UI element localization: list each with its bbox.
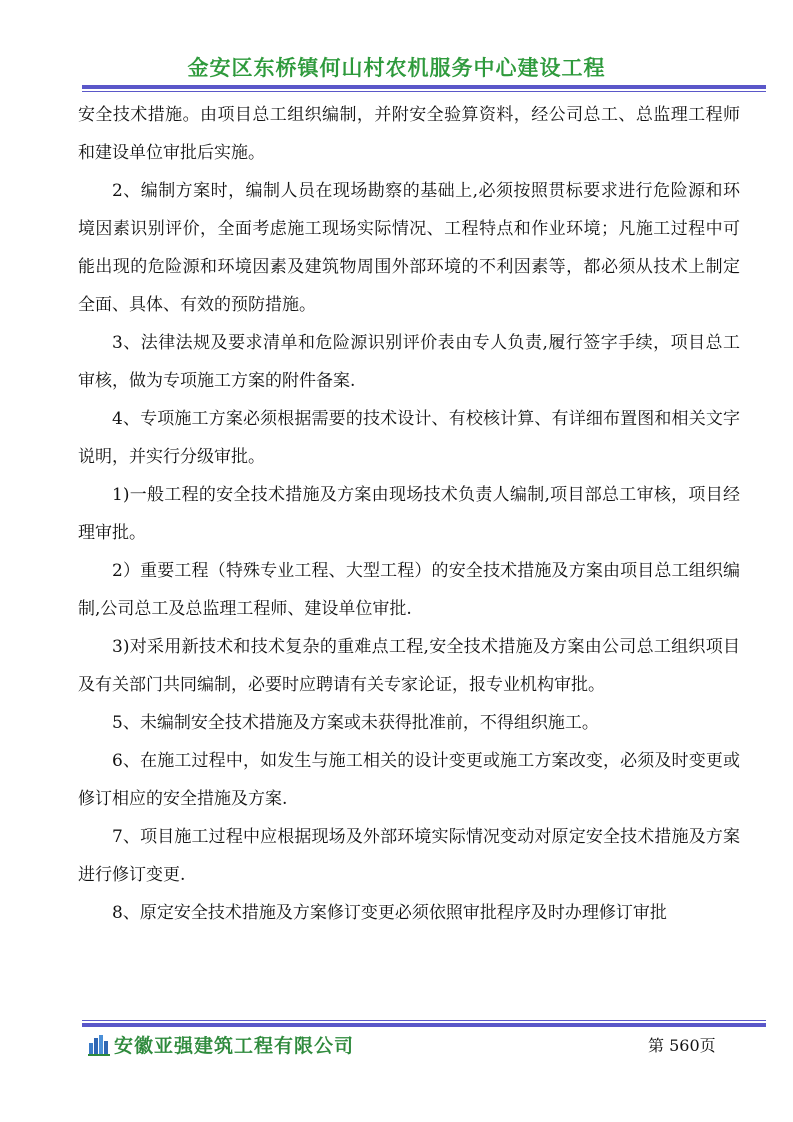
paragraph: 3、法律法规及要求清单和危险源识别评价表由专人负责,履行签字手续，项目总工审核，做为专项施工方案的附件备案. xyxy=(78,333,740,391)
paragraph: 6、在施工过程中，如发生与施工相关的设计变更或施工方案改变，必须及时变更或修订相应的安全措施及方案. xyxy=(78,751,740,809)
paragraph: 2、编制方案时，编制人员在现场勘察的基础上,必须按照贯标要求进行危险源和环境因素识别评价，全面考虑施工现场实际情况、工程特点和作业环境；凡施工过程中可能出现的危险源和环境因素及建筑物周围外部环境的不利因素等，都必须从技术上制定全面、具体、有效的预防措施。 xyxy=(78,181,740,315)
company-name: 安徽亚强建筑工程有限公司 xyxy=(114,1035,355,1057)
footer-company xyxy=(88,1031,354,1058)
paragraph: 4、专项施工方案必须根据需要的技术设计、有校核计算、有详细布置图和相关文字说明，并实行分级审批。 xyxy=(78,409,740,467)
footer-rule xyxy=(82,1020,766,1027)
paragraph: 5、未编制安全技术措施及方案或未获得批准前，不得组织施工。 xyxy=(112,713,599,733)
paragraph: 2）重要工程（特殊专业工程、大型工程）的安全技术措施及方案由项目总工组织编制,公司总工及总监理工程师、建设单位审批. xyxy=(78,561,740,619)
page-header-title: 金安区东桥镇何山村农机服务中心建设工程 xyxy=(187,56,606,80)
document-body xyxy=(78,96,740,932)
paragraph: 7、项目施工过程中应根据现场及外部环境实际情况变动对原定安全技术措施及方案进行修订变更. xyxy=(78,827,740,885)
paragraph: 1)一般工程的安全技术措施及方案由现场技术负责人编制,项目部总工审核，项目经理审批。 xyxy=(78,485,740,543)
building-logo-icon xyxy=(88,1034,110,1056)
paragraph: 3)对采用新技术和技术复杂的重难点工程,安全技术措施及方案由公司总工组织项目及有关部门共同编制，必要时应聘请有关专家论证，报专业机构审批。 xyxy=(78,637,740,695)
header-rule xyxy=(82,85,766,92)
paragraph: 安全技术措施。由项目总工组织编制，并附安全验算资料，经公司总工、总监理工程师和建设单位审批后实施。 xyxy=(78,105,740,163)
paragraph: 8、原定安全技术措施及方案修订变更必须依照审批程序及时办理修订审批 xyxy=(112,903,667,923)
page-number: 第 560页 xyxy=(648,1036,716,1055)
